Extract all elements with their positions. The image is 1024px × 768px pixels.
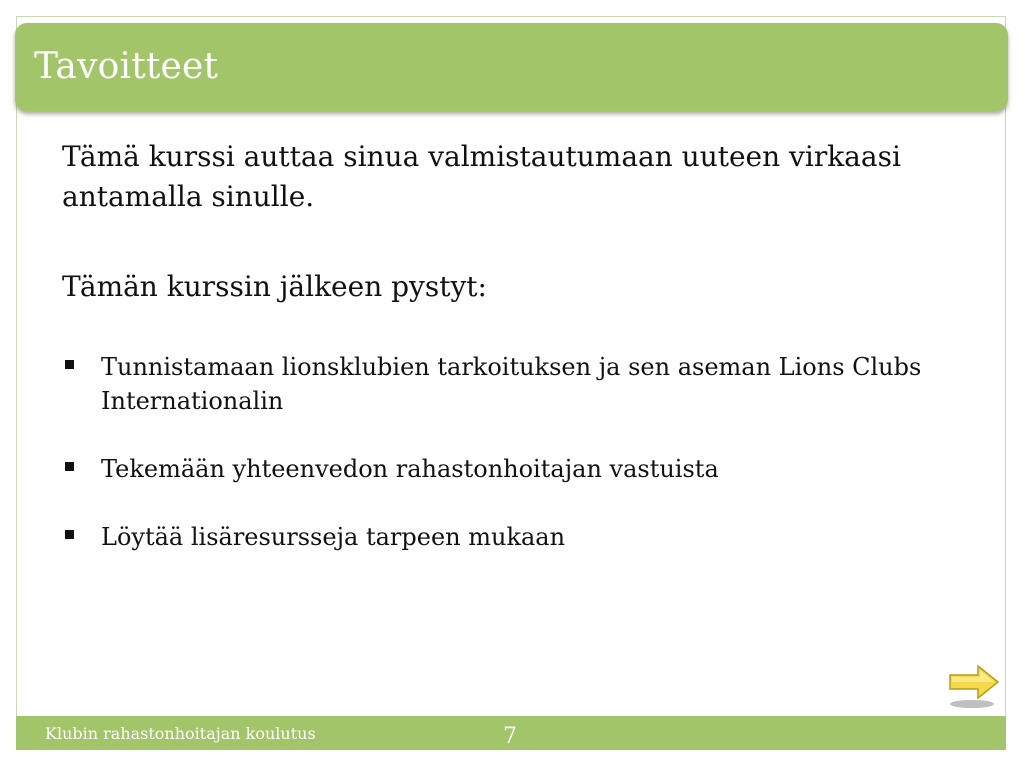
square-bullet-icon — [65, 530, 74, 539]
page-number: 7 — [503, 724, 517, 749]
objectives-heading: Tämän kurssin jälkeen pystyt: — [62, 270, 487, 303]
objectives-list — [62, 350, 972, 588]
square-bullet-icon — [65, 360, 74, 369]
list-item-text: Löytää lisäresursseja tarpeen mukaan — [101, 523, 566, 551]
intro-paragraph: Tämä kurssi auttaa sinua valmistautumaan uuteen virkaasi antamalla sinulle. — [62, 140, 901, 213]
slide-title: Tavoitteet — [34, 46, 219, 87]
list-item — [62, 350, 972, 418]
list-item-text: Tunnistamaan lionsklubien tarkoituksen ja sen aseman Lions Clubs Internationalin — [101, 353, 922, 415]
list-item-text: Tekemään yhteenvedon rahastonhoitajan vastuista — [101, 455, 719, 483]
right-arrow-icon — [947, 662, 1001, 710]
next-slide-button[interactable] — [947, 662, 1001, 710]
list-item — [62, 452, 972, 486]
list-item — [62, 520, 972, 554]
square-bullet-icon — [65, 462, 74, 471]
footer-course-name: Klubin rahastonhoitajan koulutus — [45, 724, 316, 743]
